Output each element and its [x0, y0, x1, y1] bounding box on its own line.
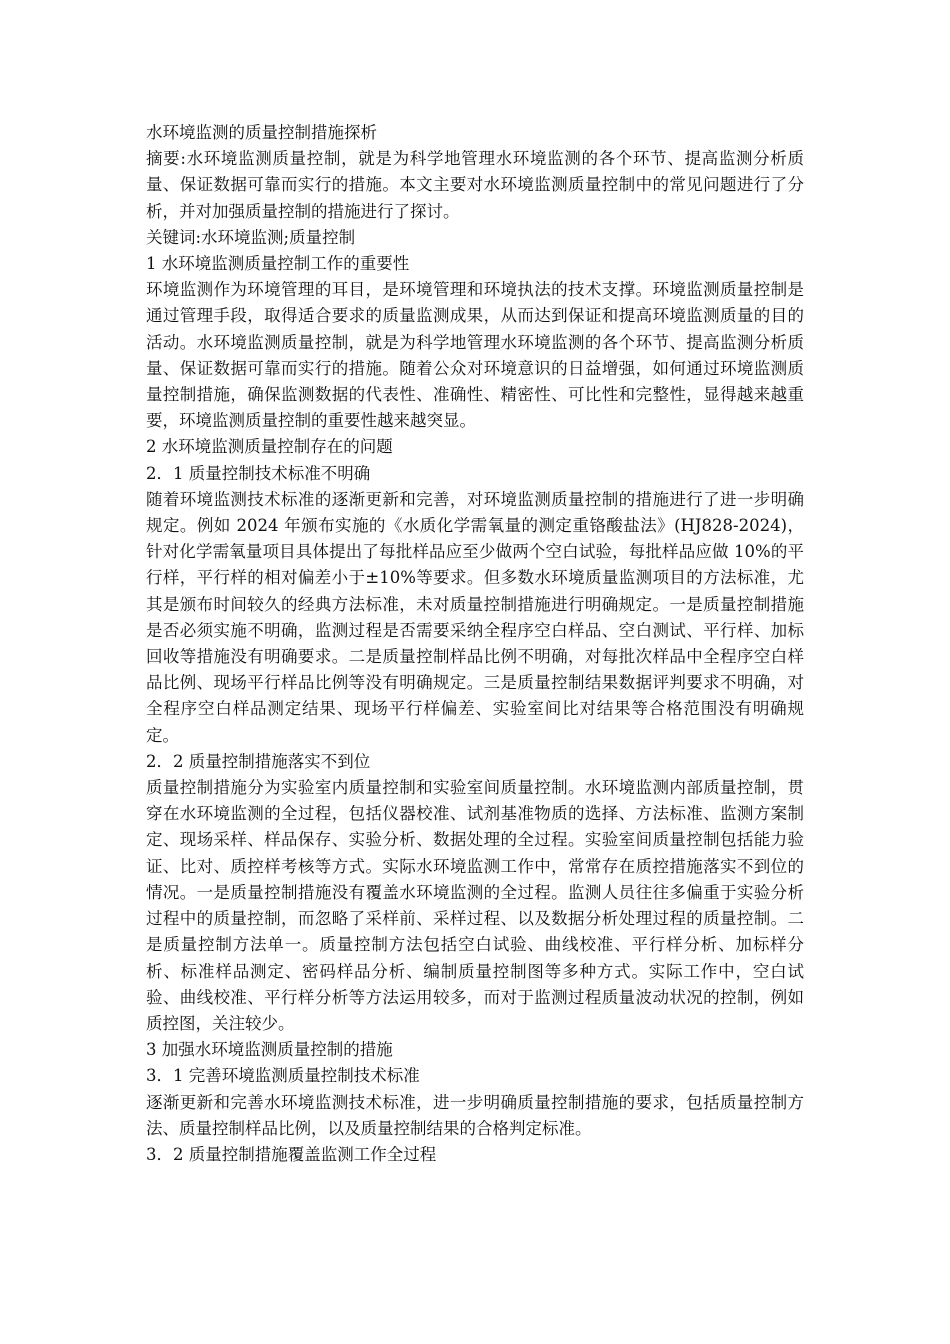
section-2-2-heading: 2．2 质量控制措施落实不到位	[146, 751, 371, 771]
document-title: 水环境监测的质量控制措施探析	[146, 123, 377, 142]
section-2-heading: 2 水环境监测质量控制存在的问题	[146, 437, 393, 457]
section-3-heading: 3 加强水环境监测质量控制的措施	[146, 1040, 393, 1060]
keywords-line: 关键词:水环境监测;质量控制	[146, 227, 356, 247]
section-3-1-paragraph: 逐渐更新和完善水环境监测技术标准，进一步明确质量控制措施的要求，包括质量控制方法、质量控制样品比例，以及质量控制结果的合格判定标准。	[146, 1092, 804, 1138]
section-3-2-heading: 3．2 质量控制措施覆盖监测工作全过程	[146, 1144, 437, 1164]
section-1-heading: 1 水环境监测质量控制工作的重要性	[146, 254, 410, 274]
section-1-paragraph: 环境监测作为环境管理的耳目，是环境管理和环境执法的技术支撑。环境监测质量控制是通过管理手段，取得适合要求的质量监测成果，从而达到保证和提高环境监测质量的目的活动。水环境监测质量控制，就是为科学地管理水环境监测的各个环节、提高监测分析质量、保证数据可靠而实行的措施。随着公众对环境意识的日益增强，如何通过环境监测质量控制措施，确保监测数据的代表性、准确性、精密性、可比性和完整性，显得越来越重要，环境监测质量控制的重要性越来越突显。	[146, 280, 804, 431]
document-page	[146, 120, 804, 1168]
section-2-2-paragraph: 质量控制措施分为实验室内质量控制和实验室间质量控制。水环境监测内部质量控制，贯穿在水环境监测的全过程，包括仪器校准、试剂基准物质的选择、方法标准、监测方案制定、现场采样、样品保存、实验分析、数据处理的全过程。实验室间质量控制包括能力验证、比对、质控样考核等方式。实际水环境监测工作中，常常存在质控措施落实不到位的情况。一是质量控制措施没有覆盖水环境监测的全过程。监测人员往往多偏重于实验分析过程中的质量控制，而忽略了采样前、采样过程、以及数据分析处理过程的质量控制。二是质量控制方法单一。质量控制方法包括空白试验、曲线校准、平行样分析、加标样分析、标准样品测定、密码样品分析、编制质量控制图等多种方式。实际工作中，空白试验、曲线校准、平行样分析等方法运用较多，而对于监测过程质量波动状况的控制，例如质控图，关注较少。	[146, 778, 804, 1033]
section-3-1-heading: 3．1 完善环境监测质量控制技术标准	[146, 1066, 420, 1086]
abstract-paragraph: 摘要:水环境监测质量控制，就是为科学地管理水环境监测的各个环节、提高监测分析质量、保证数据可靠而实行的措施。本文主要对水环境监测质量控制中的常见问题进行了分析，并对加强质量控制的措施进行了探讨。	[146, 149, 804, 221]
section-2-1-heading: 2．1 质量控制技术标准不明确	[146, 463, 371, 483]
section-2-1-paragraph: 随着环境监测技术标准的逐渐更新和完善，对环境监测质量控制的措施进行了进一步明确规定。例如 2024 年颁布实施的《水质化学需氧量的测定重铬酸盐法》(HJ828-2024)，针对化学需氧量项目具体提出了每批样品应至少做两个空白试验，每批样品应做 10%的平行样，平行样的相对偏差小于±10%等要求。但多数水环境质量监测项目的方法标准，尤其是颁布时间较久的经典方法标准，未对质量控制措施进行明确规定。一是质量控制措施是否必须实施不明确，监测过程是否需要采纳全程序空白样品、空白测试、平行样、加标回收等措施没有明确要求。二是质量控制样品比例不明确，对每批次样品中全程序空白样品比例、现场平行样品比例等没有明确规定。三是质量控制结果数据评判要求不明确，对全程序空白样品测定结果、现场平行样偏差、实验室间比对结果等合格范围没有明确规定。	[146, 489, 804, 745]
